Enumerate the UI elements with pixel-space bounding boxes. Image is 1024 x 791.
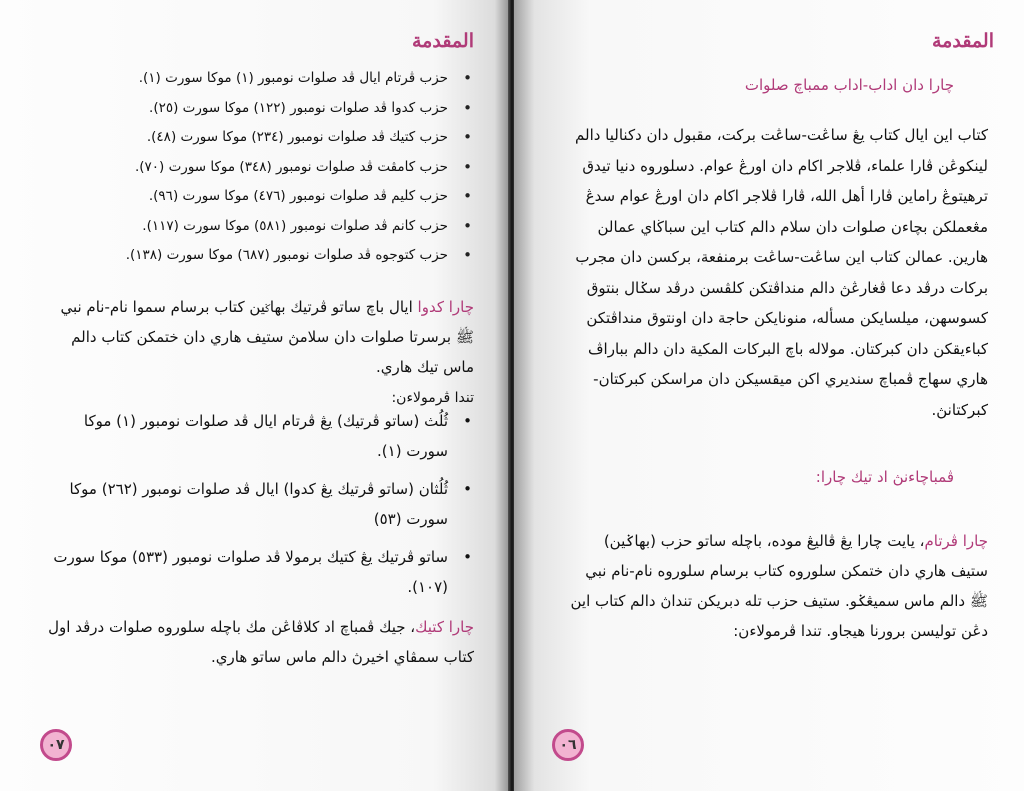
- list-item: • ثُلُث (ساتو ڤرتيك) يڠ ڤرتام ايال ڤد صلوات نومبور (١) موكا سورت (١).: [44, 406, 474, 466]
- page-number: ٠٦: [552, 729, 584, 761]
- third-marks-list: [44, 406, 474, 610]
- page-number: ٠٧: [40, 729, 72, 761]
- method-two-heading: چارا كدوا: [417, 298, 474, 316]
- list-item: • ثُلُثان (ساتو ڤرتيك يڠ كدوا) ايال ڤد صلوات نومبور (٢٦٢) موكا سورت (٥٣): [44, 474, 474, 534]
- running-header: المقدمة: [931, 30, 994, 52]
- method-one-paragraph: [568, 526, 988, 646]
- running-header: المقدمة: [411, 30, 474, 52]
- method-three-paragraph: [44, 612, 474, 672]
- right-page: [514, 0, 1024, 791]
- list-item: • حزب كتوجوه ڤد صلوات نومبور (٦٨٧) موكا سورت (١٣٨).: [54, 241, 474, 271]
- list-item: • حزب ڤرتام ايال ڤد صلوات نومبور (١) موكا سورت (١).: [54, 64, 474, 94]
- method-two-text: ايال باچ ساتو ڤرتيك بهاݢين كتاب برسام سموا نام-نام نبي ﷺ برسرتا صلوات دان سلامڽ ستيف هاري دان ختمكن كتاب دالم ماس تيك هاري.: [60, 298, 474, 376]
- list-item: • ساتو ڤرتيك يڠ كتيك برمولا ڤد صلوات نومبور (٥٣٣) موكا سورت (١٠٧).: [44, 542, 474, 602]
- intro-paragraph: كتاب اين ايال كتاب يڠ ساڠت-ساڠت بركت، مقبول دان دكناليا دالم لينكوڠن ڤارا علماء، ڤلاجر اكام دان اورڠ عوام. دسلوروه دنيا تيدق ترهيتوڠ راماين ڤارا أهل الله، ڤارا ڤلاجر اكام دان اورڠ عوام سدڠ مڠعملكن بچاءن صلوات دان سلام دالم كتاب اين سباڬاي عمالن هارين. عمالن كتاب اين ساڠت-ساڠت برمنفعة، بركسن دان مجرب بركات درڤد دعا ڤغارڠڽ دالم منداڤتكن كلڤسن درڤد سݢال بنتوق كسوسهن، ميلسايكن مسأله، منونايكن حاجة دان اونتوق منداڤتكن كباءيقكن دان كبركتان. مولاله باچ البركات المكية دان دالم بباراڤ هاري سهاج ڤمباچ سنديري اكن ميقسيكن دان مراسكن كبركتان-كبركتانڽ.: [575, 126, 988, 419]
- section-subheading: چارا دان اداب-اداب ممباچ صلوات: [744, 76, 954, 94]
- hizb-list: [54, 64, 474, 271]
- left-page: [0, 0, 510, 791]
- intro-label: تندا ڤرمولاءن:: [391, 390, 474, 406]
- methods-heading: ڤمباچاءنڽ اد تيك چارا:: [815, 468, 954, 486]
- method-three-heading: چارا كتيك: [415, 618, 474, 636]
- method-one-text: ، يايت چارا يڠ ڤاليڠ موده، باچله ساتو حزب (بهاݢين) ستيف هاري دان ختمكن سلوروه كتاب برسام سلوروه نام-نام نبي ﷺ دالم ماس سميڠݢو. ستيف حزب تله دبريكن تنداڽ دالم كتاب اين دڠن توليسن برورنا هيجاو. تندا ڤرمولاءن:: [570, 532, 988, 640]
- list-item: • حزب كدوا ڤد صلوات نومبور (١٢٢) موكا سورت (٢٥).: [54, 94, 474, 124]
- method-two-paragraph: [44, 292, 474, 413]
- list-item: • حزب كامڤت ڤد صلوات نومبور (٣٤٨) موكا سورت (٧٠).: [54, 153, 474, 183]
- list-item: • حزب كانم ڤد صلوات نومبور (٥٨١) موكا سورت (١١٧).: [54, 212, 474, 242]
- list-item: • حزب كليم ڤد صلوات نومبور (٤٧٦) موكا سورت (٩٦).: [54, 182, 474, 212]
- list-item: • حزب كتيك ڤد صلوات نومبور (٢٣٤) موكا سورت (٤٨).: [54, 123, 474, 153]
- method-three-text: ، جيك ڤمباچ اد كلاڤاڠن مك باچله سلوروه صلوات درڤد اول كتاب سمڤاي اخيرڽ دالم ماس ساتو هاري.: [48, 618, 474, 666]
- method-one-heading: چارا ڤرتام: [924, 532, 988, 550]
